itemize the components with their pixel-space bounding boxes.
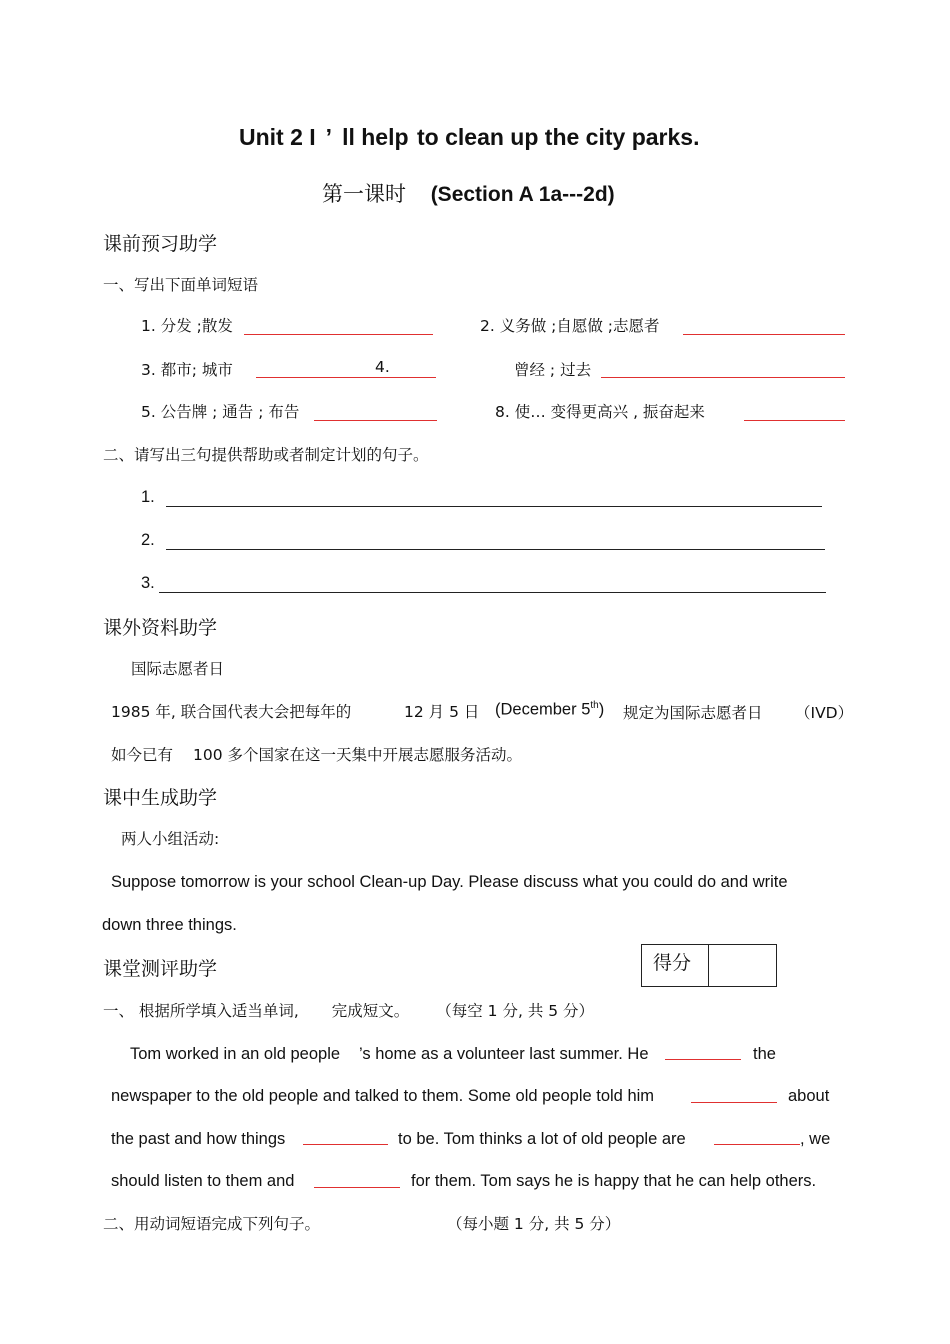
vocab-item-1: 1. 分发 ;散发 — [141, 317, 233, 335]
subtitle-cn: 第一课时 — [322, 182, 406, 206]
cloze-l2a: newspaper to the old people and talked to them. Some old people told him — [111, 1087, 655, 1105]
vocab-item-8: 8. 使… 变得更高兴 , 振奋起来 — [495, 403, 705, 421]
section-heading-assessment: 课堂测评助学 — [103, 958, 218, 980]
cloze-blank-4[interactable] — [714, 1144, 800, 1145]
sentence-line-3-label: 3. — [141, 574, 155, 592]
ivd-text-sup: th — [590, 700, 599, 711]
ivd-text-b: 12 月 5 日 — [404, 703, 480, 721]
score-box-divider — [708, 944, 709, 987]
ivd-text-f: （IVD） — [795, 704, 854, 722]
cloze-l3a: the past and how things — [111, 1130, 286, 1148]
sentence-line-2-label: 2. — [141, 531, 155, 549]
answer-blank-4[interactable] — [601, 377, 845, 378]
cloze-l3b: to be. Tom thinks a lot of old people are — [398, 1130, 686, 1148]
answer-blank-1[interactable] — [244, 334, 433, 335]
sentence-line-2[interactable] — [166, 549, 825, 550]
cloze-l4a: should listen to them and — [111, 1172, 295, 1190]
ivd-text-para2a: 如今已有 — [111, 746, 174, 764]
answer-blank-5[interactable] — [314, 420, 437, 421]
vocab-item-5: 5. 公告牌 ; 通告 ; 布告 — [141, 403, 300, 421]
ivd-text-para2b: 100 多个国家在这一天集中开展志愿服务活动。 — [193, 746, 523, 764]
assess-part1-points: （每空 1 分, 共 5 分） — [436, 1002, 595, 1020]
section-heading-inclass: 课中生成助学 — [103, 787, 218, 809]
answer-blank-2[interactable] — [683, 334, 845, 335]
title-part3: to clean up the city parks. — [417, 124, 700, 150]
assess-part1-heading-a: 一、 根据所学填入适当单词, — [103, 1002, 299, 1020]
cloze-l3c: , we — [800, 1130, 831, 1148]
vocab-item-4: 4. — [375, 358, 390, 376]
cloze-l4b: for them. Tom says he is happy that he can help others. — [411, 1172, 817, 1190]
subtitle — [322, 178, 615, 208]
cloze-l2b: about — [788, 1087, 830, 1105]
page-title — [239, 124, 409, 151]
cloze-l1b: ’s home as a volunteer last summer. He — [359, 1045, 649, 1063]
assess-part1-heading — [103, 999, 594, 1021]
ivd-text-e: 规定为国际志愿者日 — [623, 704, 763, 722]
cloze-blank-1[interactable] — [665, 1059, 741, 1060]
part2-heading: 二、请写出三句提供帮助或者制定计划的句子。 — [103, 446, 429, 464]
subtitle-en: (Section A 1a---2d) — [430, 183, 615, 206]
assess-part1-heading-b: 完成短文。 — [331, 1002, 410, 1020]
answer-blank-8[interactable] — [744, 420, 845, 421]
score-value-cell[interactable] — [712, 946, 774, 984]
vocab-item-4b: 曾经 ; 过去 — [514, 361, 592, 379]
vocab-item-3: 3. 都市; 城市 — [141, 361, 233, 379]
ivd-text-c — [495, 700, 604, 720]
sentence-line-1-label: 1. — [141, 488, 155, 506]
sentence-line-3[interactable] — [159, 592, 826, 593]
title-part1: Unit 2 I — [239, 124, 316, 150]
ivd-text-c-main: (December 5 — [495, 700, 591, 719]
cloze-l1a: Tom worked in an old people — [130, 1045, 341, 1063]
ivd-text-a: 1985 年, 联合国代表大会把每年的 — [111, 703, 352, 721]
section-heading-preview: 课前预习助学 — [103, 233, 218, 255]
activity-instruction-line1: Suppose tomorrow is your school Clean-up Day. Please discuss what you could do and write — [111, 873, 788, 891]
assess-part2-points: （每小题 1 分, 共 5 分） — [447, 1215, 621, 1233]
answer-blank-3[interactable] — [256, 377, 436, 378]
title-apostrophe: ’ — [325, 124, 333, 150]
ivd-heading: 国际志愿者日 — [131, 660, 225, 678]
pair-activity-heading: 两人小组活动: — [121, 830, 220, 848]
cloze-blank-2[interactable] — [691, 1102, 777, 1103]
ivd-text-d: ) — [598, 700, 605, 719]
part1-heading: 一、写出下面单词短语 — [103, 276, 259, 294]
title-part2: ll help — [342, 124, 409, 150]
cloze-blank-3[interactable] — [303, 1144, 388, 1145]
sentence-line-1[interactable] — [166, 506, 822, 507]
section-heading-extra: 课外资料助学 — [103, 617, 218, 639]
score-label: 得分 — [653, 952, 692, 974]
activity-instruction-line2: down three things. — [102, 916, 237, 934]
assess-part2-heading: 二、用动词短语完成下列句子。 — [103, 1215, 321, 1233]
cloze-blank-5[interactable] — [314, 1187, 400, 1188]
cloze-l1c: the — [753, 1045, 776, 1063]
vocab-item-2: 2. 义务做 ;自愿做 ;志愿者 — [480, 317, 660, 335]
